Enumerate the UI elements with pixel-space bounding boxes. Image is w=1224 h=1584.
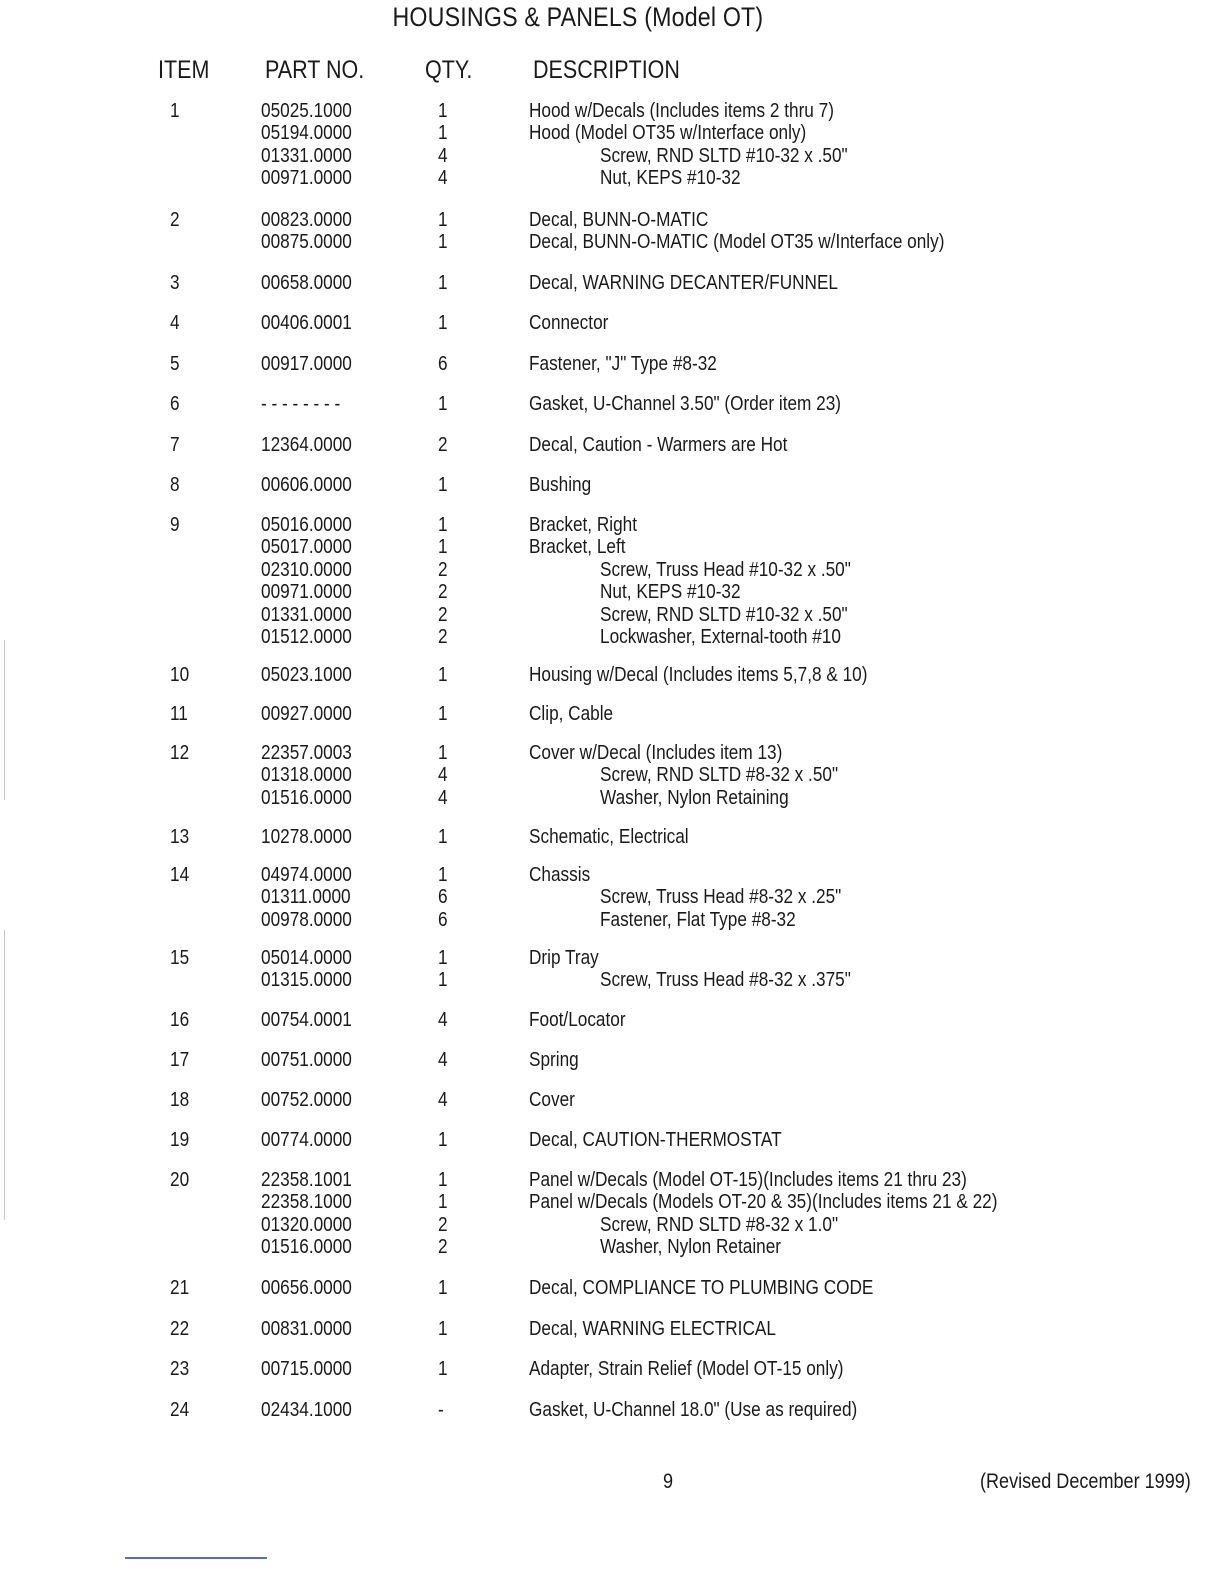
quantity: 1 <box>438 1129 448 1151</box>
page-number: 9 <box>663 1470 674 1493</box>
description: Screw, RND SLTD #8-32 x 1.0" <box>600 1213 839 1236</box>
description: Clip, Cable <box>529 703 614 725</box>
quantity: - <box>438 1399 444 1421</box>
table-row <box>0 581 1224 603</box>
part-number: 05023.1000 <box>261 664 352 686</box>
part-group <box>0 1399 1224 1421</box>
description: Hood w/Decals (Includes items 2 thru 7) <box>529 100 834 122</box>
quantity: 1 <box>438 703 448 725</box>
quantity: 1 <box>438 742 448 764</box>
part-number: 05017.0000 <box>261 536 352 559</box>
description: Cover w/Decal (Includes item 13) <box>529 742 783 764</box>
part-number: 00606.0000 <box>261 474 352 496</box>
description: Decal, BUNN-O-MATIC <box>529 209 709 231</box>
part-number: 22357.0003 <box>261 742 352 764</box>
table-row <box>0 1169 1224 1191</box>
item-number: 19 <box>170 1129 190 1151</box>
table-row <box>0 559 1224 581</box>
header-description: DESCRIPTION <box>533 56 680 84</box>
table-row <box>0 209 1224 231</box>
item-number: 18 <box>170 1089 190 1111</box>
table-row <box>0 514 1224 536</box>
quantity: 6 <box>438 886 448 909</box>
part-number: 05025.1000 <box>261 100 352 122</box>
quantity: 1 <box>438 209 448 231</box>
scan-edge-mark <box>4 930 5 1220</box>
table-row <box>0 434 1224 456</box>
page-title: HOUSINGS & PANELS (Model OT) <box>392 2 764 32</box>
table-row <box>0 1009 1224 1031</box>
item-number: 10 <box>170 664 190 686</box>
header-item: ITEM <box>158 56 210 84</box>
part-group <box>0 1318 1224 1340</box>
table-row <box>0 474 1224 496</box>
part-number: 01512.0000 <box>261 625 352 648</box>
description: Screw, RND SLTD #10-32 x .50" <box>600 603 848 626</box>
item-number: 13 <box>170 826 190 848</box>
quantity: 1 <box>438 1318 448 1340</box>
part-number: 00971.0000 <box>261 581 352 604</box>
quantity: 6 <box>438 908 448 931</box>
description: Spring <box>529 1049 579 1071</box>
part-group <box>0 474 1224 496</box>
description: Foot/Locator <box>529 1009 626 1031</box>
table-row <box>0 1358 1224 1380</box>
part-group <box>0 1089 1224 1111</box>
description: Connector <box>529 312 609 334</box>
item-number: 5 <box>170 353 180 375</box>
quantity: 1 <box>438 122 448 145</box>
description: Cover <box>529 1089 575 1111</box>
bottom-rule <box>125 1557 267 1559</box>
part-number: 00751.0000 <box>261 1049 352 1071</box>
item-number: 1 <box>170 100 180 122</box>
part-group <box>0 703 1224 725</box>
part-group <box>0 1277 1224 1299</box>
item-number: 15 <box>170 947 190 969</box>
item-number: 11 <box>170 703 188 725</box>
quantity: 1 <box>438 969 448 992</box>
table-row <box>0 145 1224 167</box>
part-number: 10278.0000 <box>261 826 352 848</box>
quantity: 1 <box>438 393 448 415</box>
part-group <box>0 864 1224 931</box>
part-number: 00927.0000 <box>261 703 352 725</box>
description: Washer, Nylon Retainer <box>600 1236 782 1259</box>
part-number: 01516.0000 <box>261 1236 352 1259</box>
table-row <box>0 969 1224 991</box>
part-number: 01311.0000 <box>261 886 351 909</box>
part-number: 22358.1000 <box>261 1191 352 1214</box>
part-number: 00656.0000 <box>261 1277 352 1299</box>
table-row <box>0 1399 1224 1421</box>
description: Screw, Truss Head #10-32 x .50" <box>600 558 851 581</box>
part-group <box>0 272 1224 294</box>
part-number: 00752.0000 <box>261 1089 352 1111</box>
part-number: 00917.0000 <box>261 353 352 375</box>
part-number: 01516.0000 <box>261 786 352 809</box>
quantity: 1 <box>438 1169 448 1191</box>
description: Decal, BUNN-O-MATIC (Model OT35 w/Interface only) <box>529 231 945 254</box>
item-number: 22 <box>170 1318 190 1340</box>
table-row <box>0 742 1224 764</box>
description: Nut, KEPS #10-32 <box>600 581 741 604</box>
table-row <box>0 886 1224 908</box>
item-number: 14 <box>170 864 190 886</box>
item-number: 3 <box>170 272 180 294</box>
description: Fastener, "J" Type #8-32 <box>529 353 717 375</box>
item-number: 17 <box>170 1049 190 1071</box>
part-number: 01318.0000 <box>261 764 352 787</box>
part-number: 02434.1000 <box>261 1399 352 1421</box>
quantity: 1 <box>438 864 448 886</box>
table-row <box>0 826 1224 848</box>
description: Decal, COMPLIANCE TO PLUMBING CODE <box>529 1277 874 1299</box>
table-row <box>0 787 1224 809</box>
item-number: 9 <box>170 514 180 536</box>
quantity: 2 <box>438 603 448 626</box>
part-group <box>0 353 1224 375</box>
table-row <box>0 864 1224 886</box>
quantity: 1 <box>438 664 448 686</box>
table-row <box>0 1191 1224 1213</box>
quantity: 1 <box>438 514 448 536</box>
table-row <box>0 231 1224 253</box>
table-row <box>0 947 1224 969</box>
quantity: 1 <box>438 536 448 559</box>
description: Decal, Caution - Warmers are Hot <box>529 434 788 456</box>
table-row <box>0 1318 1224 1340</box>
table-row <box>0 393 1224 415</box>
table-row <box>0 100 1224 122</box>
part-number: 00406.0001 <box>261 312 352 334</box>
part-number: 22358.1001 <box>261 1169 352 1191</box>
table-row <box>0 1089 1224 1111</box>
part-number: 00715.0000 <box>261 1358 352 1380</box>
item-number: 7 <box>170 434 180 456</box>
quantity: 1 <box>438 826 448 848</box>
description: Panel w/Decals (Model OT-15)(Includes items 21 thru 23) <box>529 1169 967 1191</box>
part-number: 01331.0000 <box>261 144 352 167</box>
description: Decal, CAUTION-THERMOSTAT <box>529 1129 782 1151</box>
item-number: 8 <box>170 474 180 496</box>
part-group <box>0 664 1224 686</box>
part-number: 00971.0000 <box>261 167 352 190</box>
table-row <box>0 1129 1224 1151</box>
quantity: 4 <box>438 1049 448 1071</box>
item-number: 24 <box>170 1399 190 1421</box>
quantity: 4 <box>438 144 448 167</box>
part-number: 05016.0000 <box>261 514 352 536</box>
part-number: 00658.0000 <box>261 272 352 294</box>
part-number: 05194.0000 <box>261 122 352 145</box>
part-group <box>0 434 1224 456</box>
part-group <box>0 209 1224 254</box>
table-row <box>0 1049 1224 1071</box>
table-row <box>0 764 1224 786</box>
part-group <box>0 1009 1224 1031</box>
table-row <box>0 167 1224 189</box>
quantity: 2 <box>438 434 448 456</box>
part-number: 01315.0000 <box>261 969 352 992</box>
table-row <box>0 626 1224 648</box>
part-number: - - - - - - - - <box>261 393 341 415</box>
item-number: 16 <box>170 1009 190 1031</box>
part-number: 00978.0000 <box>261 908 352 931</box>
table-row <box>0 312 1224 334</box>
item-number: 12 <box>170 742 190 764</box>
part-number: 00774.0000 <box>261 1129 352 1151</box>
quantity: 2 <box>438 1213 448 1236</box>
description: Screw, Truss Head #8-32 x .25" <box>600 886 842 909</box>
description: Gasket, U-Channel 18.0" (Use as required) <box>529 1399 858 1421</box>
quantity: 2 <box>438 581 448 604</box>
table-row <box>0 122 1224 144</box>
scan-edge-mark <box>4 640 5 800</box>
quantity: 4 <box>438 1009 448 1031</box>
table-row <box>0 536 1224 558</box>
quantity: 2 <box>438 1236 448 1259</box>
table-row <box>0 1214 1224 1236</box>
part-number: 01320.0000 <box>261 1213 352 1236</box>
description: Bracket, Left <box>529 536 626 559</box>
quantity: 1 <box>438 231 448 254</box>
quantity: 1 <box>438 312 448 334</box>
part-group <box>0 312 1224 334</box>
description: Schematic, Electrical <box>529 826 689 848</box>
description: Screw, RND SLTD #8-32 x .50" <box>600 764 839 787</box>
part-group <box>0 826 1224 848</box>
table-row <box>0 1277 1224 1299</box>
description: Bushing <box>529 474 592 496</box>
part-number: 12364.0000 <box>261 434 352 456</box>
item-number: 23 <box>170 1358 190 1380</box>
quantity: 6 <box>438 353 448 375</box>
quantity: 1 <box>438 474 448 496</box>
description: Bracket, Right <box>529 514 638 536</box>
part-number: 04974.0000 <box>261 864 352 886</box>
description: Panel w/Decals (Models OT-20 & 35)(Includes items 21 & 22) <box>529 1191 998 1214</box>
part-number: 00823.0000 <box>261 209 352 231</box>
part-number: 00875.0000 <box>261 231 352 254</box>
description: Housing w/Decal (Includes items 5,7,8 & 10) <box>529 664 868 686</box>
quantity: 4 <box>438 786 448 809</box>
quantity: 2 <box>438 625 448 648</box>
quantity: 1 <box>438 100 448 122</box>
part-number: 02310.0000 <box>261 558 352 581</box>
description: Nut, KEPS #10-32 <box>600 167 741 190</box>
part-group <box>0 947 1224 992</box>
item-number: 21 <box>170 1277 190 1299</box>
description: Chassis <box>529 864 591 886</box>
part-number: 05014.0000 <box>261 947 352 969</box>
revision-note: (Revised December 1999) <box>980 1470 1191 1493</box>
item-number: 6 <box>170 393 180 415</box>
quantity: 1 <box>438 947 448 969</box>
description: Fastener, Flat Type #8-32 <box>600 908 796 931</box>
part-group <box>0 1049 1224 1071</box>
part-group <box>0 393 1224 415</box>
table-row <box>0 1236 1224 1258</box>
part-group <box>0 1129 1224 1151</box>
description: Lockwasher, External-tooth #10 <box>600 625 841 648</box>
description: Screw, RND SLTD #10-32 x .50" <box>600 144 848 167</box>
quantity: 1 <box>438 1277 448 1299</box>
description: Decal, WARNING ELECTRICAL <box>529 1318 776 1340</box>
part-number: 00754.0001 <box>261 1009 352 1031</box>
table-row <box>0 353 1224 375</box>
description: Decal, WARNING DECANTER/FUNNEL <box>529 272 838 294</box>
description: Adapter, Strain Relief (Model OT-15 only) <box>529 1358 844 1380</box>
table-row <box>0 272 1224 294</box>
header-qty: QTY. <box>425 56 473 84</box>
quantity: 4 <box>438 1089 448 1111</box>
item-number: 4 <box>170 312 180 334</box>
part-number: 01331.0000 <box>261 603 352 626</box>
part-group <box>0 1169 1224 1259</box>
quantity: 4 <box>438 167 448 190</box>
quantity: 1 <box>438 1358 448 1380</box>
part-group <box>0 514 1224 648</box>
quantity: 2 <box>438 558 448 581</box>
quantity: 1 <box>438 272 448 294</box>
description: Gasket, U-Channel 3.50" (Order item 23) <box>529 393 842 415</box>
quantity: 4 <box>438 764 448 787</box>
description: Drip Tray <box>529 947 599 969</box>
table-row <box>0 664 1224 686</box>
part-group <box>0 1358 1224 1380</box>
table-row <box>0 703 1224 725</box>
part-group <box>0 100 1224 190</box>
item-number: 20 <box>170 1169 190 1191</box>
table-row <box>0 604 1224 626</box>
item-number: 2 <box>170 209 180 231</box>
part-number: 00831.0000 <box>261 1318 352 1340</box>
quantity: 1 <box>438 1191 448 1214</box>
part-group <box>0 742 1224 809</box>
description: Screw, Truss Head #8-32 x .375" <box>600 969 851 992</box>
description: Hood (Model OT35 w/Interface only) <box>529 122 807 145</box>
table-row <box>0 909 1224 931</box>
description: Washer, Nylon Retaining <box>600 786 789 809</box>
header-part-no: PART NO. <box>265 56 365 84</box>
